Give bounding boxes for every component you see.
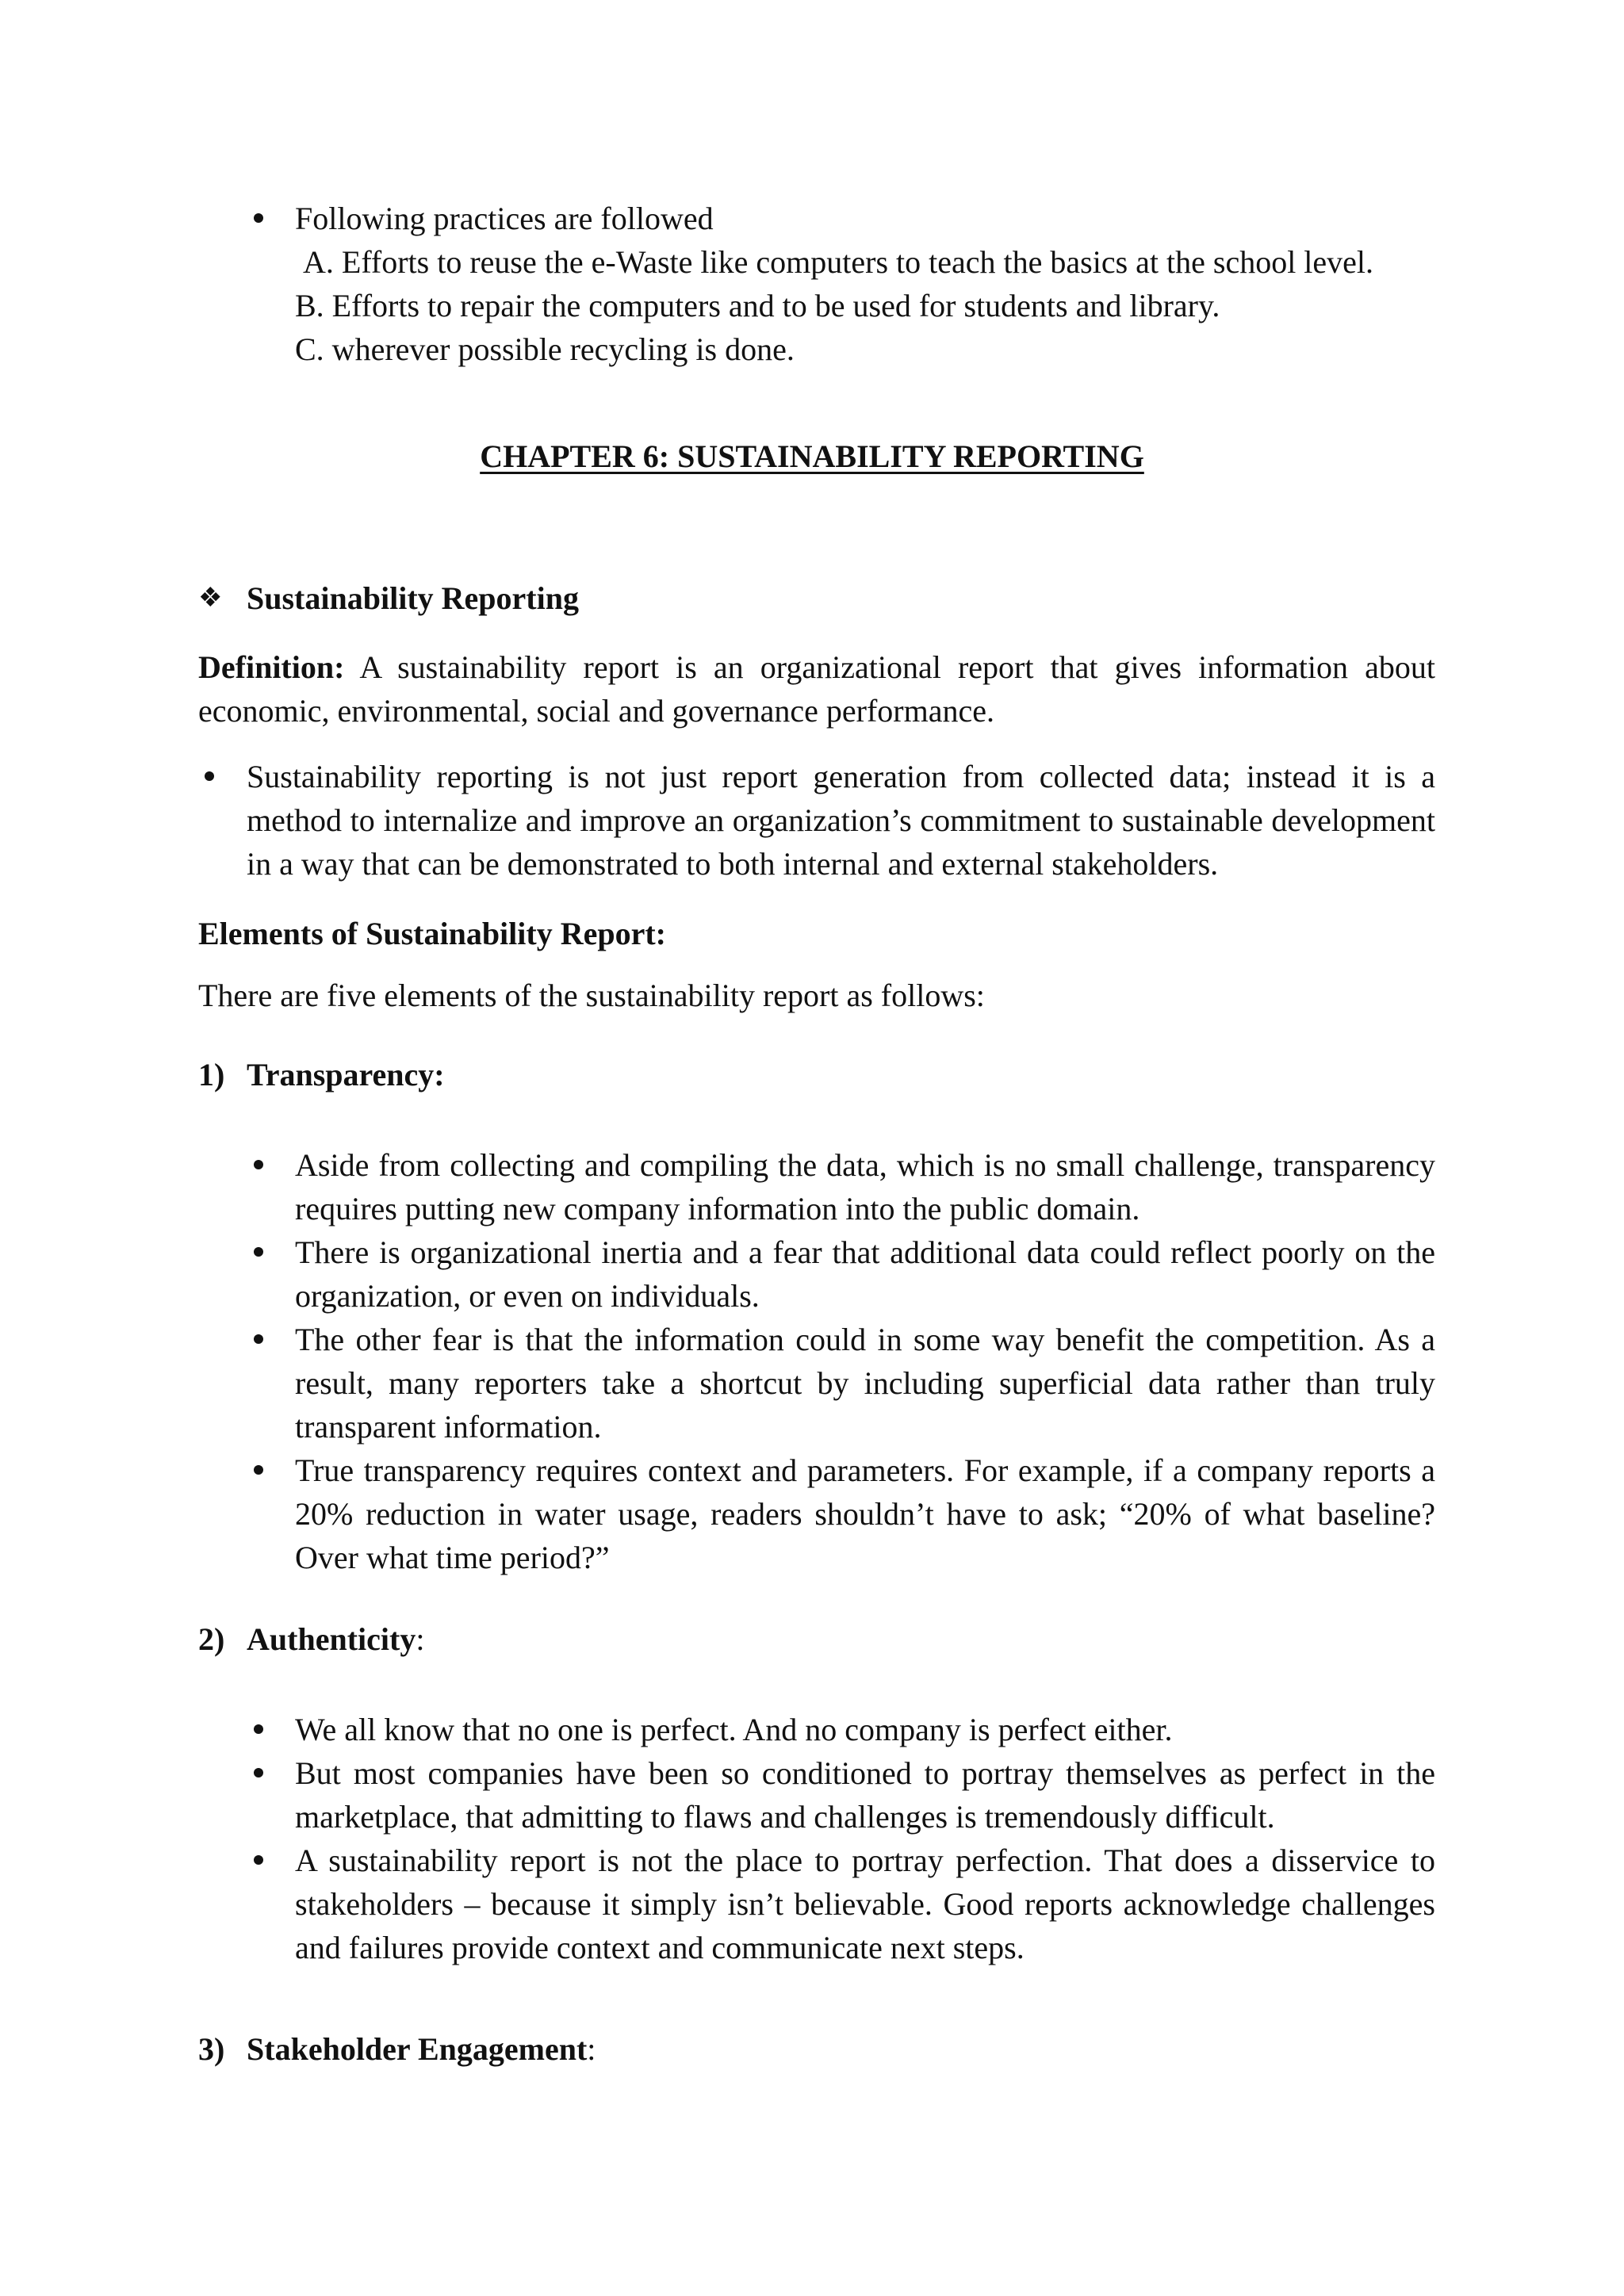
bullet-dot <box>254 1465 263 1475</box>
bullet-dot <box>254 1768 263 1777</box>
transparency-title: Transparency: <box>247 1057 445 1093</box>
transparency-bullet-3: The other fear is that the information could in some way benefit the competition. As a result, many reporters take a shortcut by including superficial data rather than truly transparent information. <box>295 1322 1435 1445</box>
definition-label: Definition: <box>198 649 345 685</box>
practice-item-b: B. Efforts to repair the computers and to be used for students and library. <box>295 288 1220 323</box>
authenticity-heading <box>247 1617 424 1661</box>
definition-paragraph <box>198 645 1435 733</box>
section-heading: Sustainability Reporting <box>247 580 579 616</box>
definition-text: A sustainability report is an organizational report that gives information about economic, environmental, social and governance performance. <box>198 649 1435 729</box>
practice-item-c: C. wherever possible recycling is done. <box>295 331 795 367</box>
transparency-bullet-2: There is organizational inertia and a fear that additional data could reflect poorly on the organization, or even on individuals. <box>295 1234 1435 1314</box>
stakeholder-suffix: : <box>587 2031 596 2067</box>
bullet-dot <box>205 771 214 781</box>
bullet-dot <box>254 1334 263 1344</box>
transparency-heading <box>247 1053 445 1096</box>
stakeholder-title: Stakeholder Engagement <box>247 2031 588 2067</box>
stakeholder-number: 3) <box>198 2031 225 2067</box>
bullet-dot <box>254 1160 263 1169</box>
diamond-bullet-icon: ❖ <box>198 584 223 613</box>
transparency-number: 1) <box>198 1057 225 1093</box>
authenticity-number: 2) <box>198 1621 225 1657</box>
transparency-bullet-4: True transparency requires context and parameters. For example, if a company reports a 20% reduction in water usage, readers shouldn’t have to ask; “20% of what baseline? Over what time period?” <box>295 1452 1435 1575</box>
bullet-dot <box>254 1855 263 1865</box>
authenticity-bullet-1: We all know that no one is perfect. And no company is perfect either. <box>295 1712 1173 1747</box>
practices-intro: Following practices are followed <box>295 201 714 236</box>
bullet-dot <box>254 213 263 223</box>
bullet-dot <box>254 1724 263 1734</box>
elements-intro: There are five elements of the sustainability report as follows: <box>198 978 985 1013</box>
stakeholder-heading <box>247 2027 596 2071</box>
authenticity-title: Authenticity <box>247 1621 416 1657</box>
authenticity-bullet-2: But most companies have been so conditioned to portray themselves as perfect in the marketplace, that admitting to flaws and challenges is tremendously difficult. <box>295 1755 1435 1835</box>
elements-heading: Elements of Sustainability Report: <box>198 916 666 951</box>
transparency-bullet-1: Aside from collecting and compiling the data, which is no small challenge, transparency requires putting new company information into the public domain. <box>295 1147 1435 1226</box>
chapter-title: CHAPTER 6: SUSTAINABILITY REPORTING <box>480 438 1144 474</box>
bullet-dot <box>254 1247 263 1257</box>
authenticity-suffix: : <box>416 1621 425 1657</box>
authenticity-bullet-3: A sustainability report is not the place to portray perfection. That does a disservice to stakeholders – because it simply isn’t believable. Good reports acknowledge challenges and failures provide context and communicate next steps. <box>295 1843 1435 1965</box>
practice-item-a: A. Efforts to reuse the e-Waste like computers to teach the basics at the school level. <box>303 244 1374 280</box>
sustainability-bullet-text: Sustainability reporting is not just report generation from collected data; instead it is a method to internalize and improve an organization’s commitment to sustainable development in a way that can be demonstrated to both internal and external stakeholders. <box>247 759 1435 882</box>
